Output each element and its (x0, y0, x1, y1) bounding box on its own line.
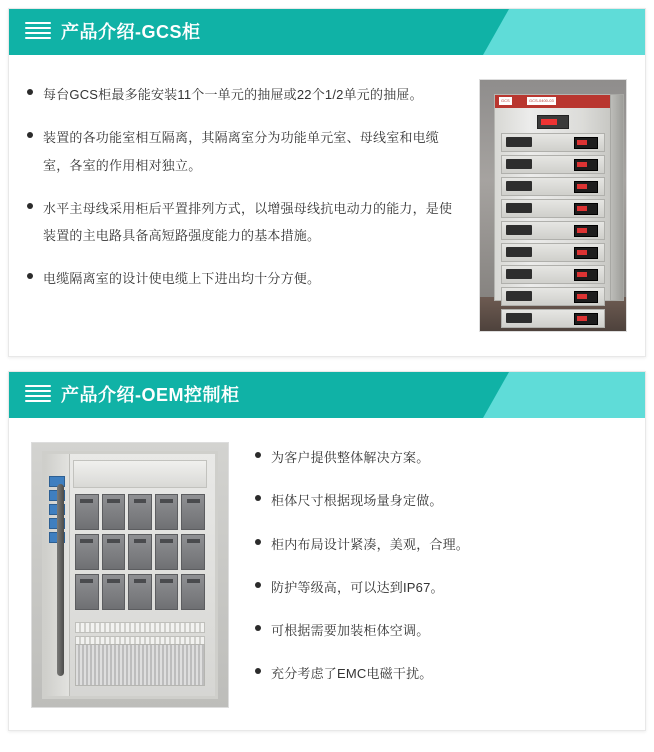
wiring-duct (75, 644, 205, 686)
handle-icon (506, 291, 532, 301)
list-item (27, 195, 461, 250)
gcs-cabinet-photo (479, 79, 627, 332)
display-icon (574, 247, 598, 259)
top-rail (73, 460, 207, 488)
module-unit (75, 494, 99, 530)
display-icon (574, 269, 598, 281)
bullet-text: 防护等级高，可以达到IP67。 (271, 579, 444, 595)
drawer-unit (501, 287, 605, 306)
display-icon (574, 291, 598, 303)
module-row (75, 574, 205, 610)
bullet-dot-icon (255, 495, 261, 501)
bullet-text: 每台GCS柜最多能安装11个一单元的抽屉或22个1/2单元的抽屉。 (43, 87, 423, 102)
cabinet-label-brand: GCS (501, 98, 510, 103)
bullet-dot-icon (255, 582, 261, 588)
module-row (75, 494, 205, 530)
cabinet-drawer-rows (501, 133, 605, 294)
drawer-unit (501, 265, 605, 284)
handle-icon (506, 313, 532, 323)
module-unit (181, 494, 205, 530)
section-card-gcs (8, 8, 646, 357)
terminal-strip (75, 622, 205, 633)
bullet-dot-icon (255, 668, 261, 674)
drawer-unit (501, 221, 605, 240)
bullet-text: 柜内布局设计紧凑，美观，合理。 (271, 536, 470, 552)
section-header-oem (9, 372, 645, 418)
module-unit (181, 574, 205, 610)
bullet-text: 为客户提供整体解决方案。 (271, 450, 430, 465)
bullet-text: 可根据需要加装柜体空调。 (271, 623, 430, 639)
bullet-dot-icon (27, 203, 33, 209)
oem-cabinet-photo (31, 442, 229, 708)
section-body-oem (9, 418, 645, 730)
module-unit (155, 494, 179, 530)
bullet-text: 充分考虑了EMC电磁干扰。 (271, 666, 433, 682)
cabinet-top-band (495, 95, 611, 108)
drawer-unit (501, 309, 605, 328)
list-item (255, 660, 627, 687)
cabinet-side-panel (610, 94, 624, 301)
list-item (255, 617, 627, 644)
bullet-dot-icon (27, 132, 33, 138)
list-item (27, 81, 461, 108)
section-card-oem (8, 371, 646, 731)
stacked-lines-icon (25, 385, 51, 405)
cabinet-meter (537, 115, 569, 129)
handle-icon (506, 137, 532, 147)
module-unit (128, 574, 152, 610)
display-icon (574, 137, 598, 149)
drawer-unit (501, 199, 605, 218)
module-unit (155, 574, 179, 610)
section-title-gcs: 产品介绍-GCS柜 (61, 22, 201, 42)
bullet-dot-icon (27, 273, 33, 279)
module-unit (75, 574, 99, 610)
cabinet-body (494, 94, 612, 301)
display-icon (574, 159, 598, 171)
bullet-dot-icon (255, 539, 261, 545)
module-array (75, 494, 205, 614)
bullet-text: 水平主母线采用柜后平置排列方式，以增强母线抗电动力的能力，是使装置的主电路具备高短路强度能力的基本措施。 (43, 200, 453, 244)
stacked-lines-icon (25, 22, 51, 42)
bullet-text: 电缆隔离室的设计使电缆上下进出均十分方便。 (43, 271, 321, 287)
section-title-oem: 产品介绍-OEM控制柜 (61, 385, 240, 405)
module-unit (102, 534, 126, 570)
drawer-unit (501, 155, 605, 174)
module-row (75, 534, 205, 570)
handle-icon (506, 159, 532, 169)
list-item (27, 124, 461, 179)
bullet-dot-icon (255, 452, 261, 458)
cabinet-frame (42, 451, 218, 699)
module-unit (128, 534, 152, 570)
handle-icon (506, 269, 532, 279)
module-unit (75, 534, 99, 570)
bullet-list-oem (255, 440, 627, 688)
drawer-unit (501, 133, 605, 152)
section-body-gcs (9, 55, 645, 356)
list-item (255, 531, 627, 558)
list-item (255, 444, 627, 471)
section-header-gcs (9, 9, 645, 55)
module-unit (102, 494, 126, 530)
display-icon (574, 203, 598, 215)
list-item (27, 265, 461, 292)
drawer-unit (501, 177, 605, 196)
cabinet-label-model: GCS-0400-03 (529, 98, 554, 103)
handle-icon (506, 247, 532, 257)
module-unit (181, 534, 205, 570)
bullet-dot-icon (255, 625, 261, 631)
module-unit (102, 574, 126, 610)
cable-bundle (57, 484, 64, 676)
bullet-text: 柜体尺寸根据现场量身定做。 (271, 493, 443, 509)
bullet-list-gcs (27, 77, 461, 293)
handle-icon (506, 225, 532, 235)
drawer-unit (501, 243, 605, 262)
list-item (255, 574, 627, 601)
display-icon (574, 313, 598, 325)
display-icon (574, 225, 598, 237)
display-icon (574, 181, 598, 193)
module-unit (155, 534, 179, 570)
list-item (255, 487, 627, 514)
handle-icon (506, 181, 532, 191)
handle-icon (506, 203, 532, 213)
bullet-dot-icon (27, 89, 33, 95)
module-unit (128, 494, 152, 530)
bullet-text: 装置的各功能室相互隔离，其隔离室分为功能单元室、母线室和电缆室，各室的作用相对独立。 (43, 130, 440, 173)
